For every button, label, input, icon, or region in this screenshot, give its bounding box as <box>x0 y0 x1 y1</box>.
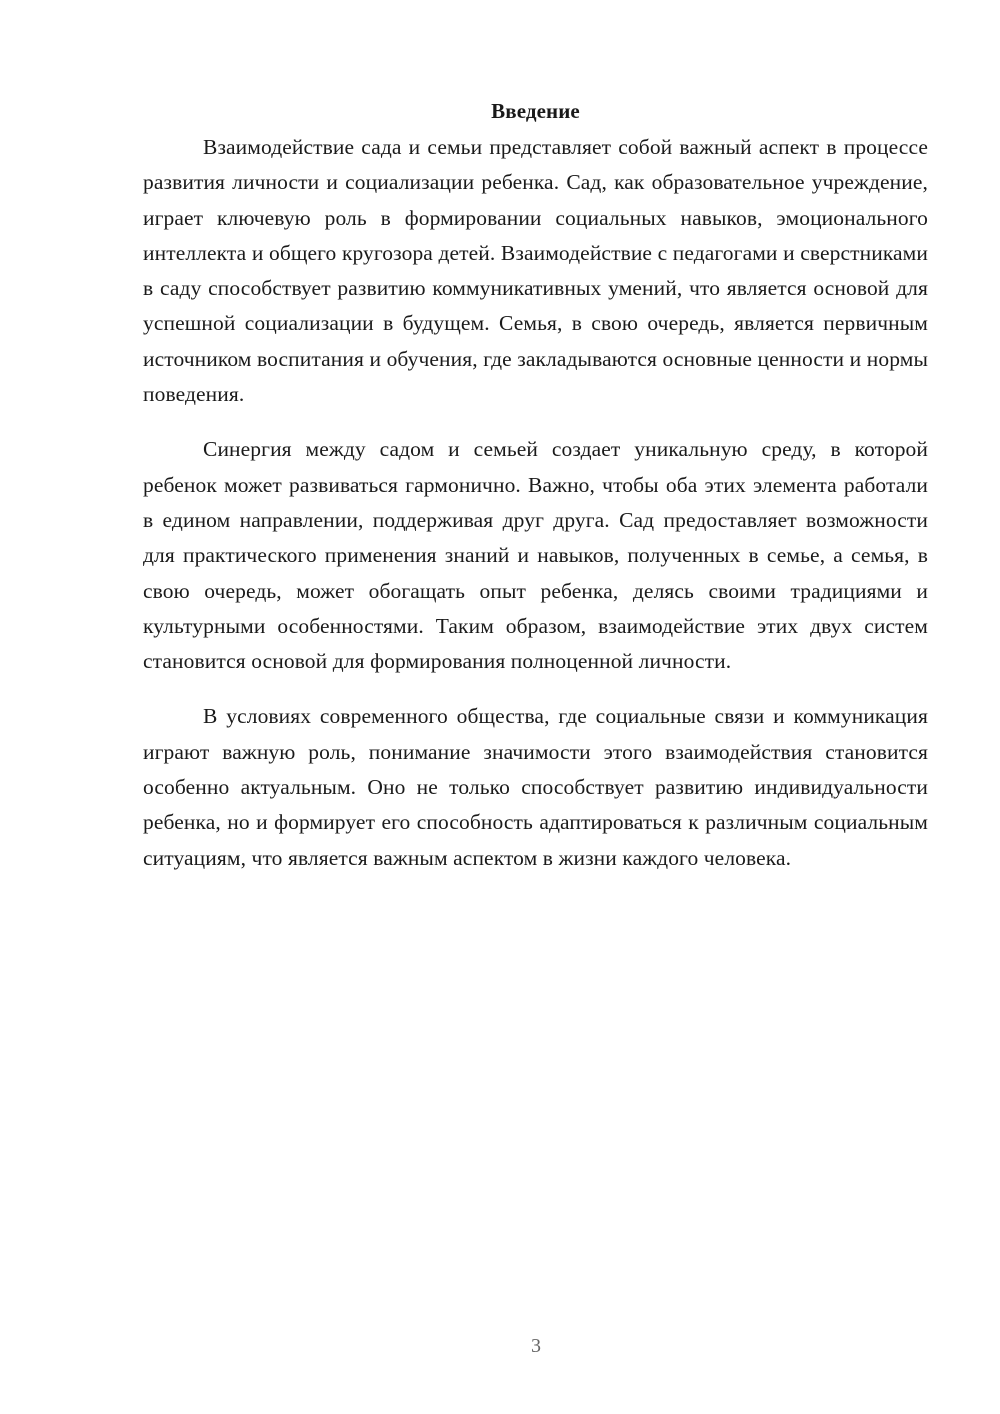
paragraph-1: Взаимодействие сада и семьи представляет собой важный аспект в процессе развития личности и социализации ребенка. Сад, как образовательное учреждение, играет ключевую роль в формировании социальных навыков, эмоционального интеллекта и общего кругозора детей. Взаимодействие с педагогами и сверстниками в саду способствует развитию коммуникативных умений, что является основой для успешной социализации в будущем. Семья, в свою очередь, является первичным источником воспитания и обучения, где закладываются основные ценности и нормы поведения. <box>143 135 928 407</box>
paragraph-3: В условиях современного общества, где социальные связи и коммуникация играют важную роль, понимание значимости этого взаимодействия становится особенно актуальным. Оно не только способствует развитию индивидуальности ребенка, но и формирует его способность адаптироваться к различным социальным ситуациям, что является важным аспектом в жизни каждого человека. <box>143 704 928 870</box>
page-number: 3 <box>531 1335 541 1357</box>
section-title: Введение <box>491 99 580 123</box>
page-content <box>143 94 928 876</box>
paragraph-2: Синергия между садом и семьей создает уникальную среду, в которой ребенок может развиваться гармонично. Важно, чтобы оба этих элемента работали в едином направлении, поддерживая друг друга. Сад предоставляет возможности для практического применения знаний и навыков, полученных в семье, а семья, в свою очередь, может обогащать опыт ребенка, делясь своими традициями и культурными особенностями. Таким образом, взаимодействие этих двух систем становится основой для формирования полноценной личности. <box>143 437 928 674</box>
